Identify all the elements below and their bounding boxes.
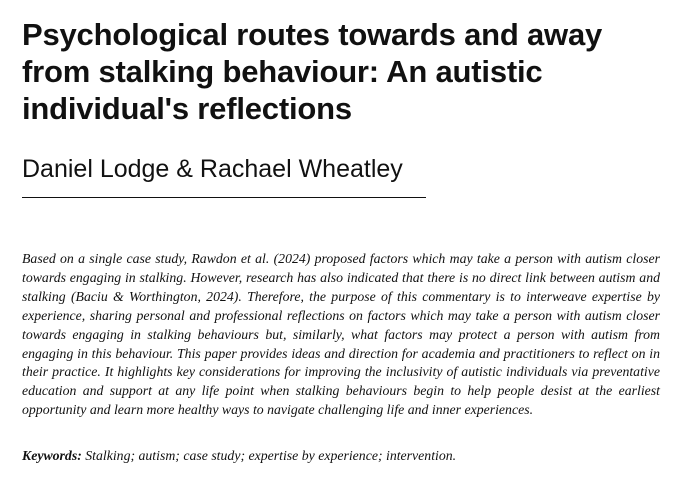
title-divider	[22, 197, 426, 198]
abstract-text: Based on a single case study, Rawdon et al. (2024) proposed factors which may take a person with autism closer towards engaging in stalking. However, research has also indicated that there is no direct link between autism and stalking (Baciu & Worthington, 2024). Therefore, the purpose of this commentary is to interweave expertise by experience, sharing personal and professional reflections on factors which may take a person with autism closer towards engaging in stalking behaviours but, similarly, what factors may protect a person with autism from engaging in this behaviour. This paper provides ideas and direction for academia and practitioners to reflect on in their practice. It highlights key considerations for improving the inclusivity of autistic individuals via preventative education and support at any life point when stalking behaviours begin to help people desist at the earliest opportunity and learn more healthy ways to navigate challenging life and inner experiences.	[22, 251, 660, 418]
keywords-label: Keywords:	[22, 448, 82, 463]
author-list: Daniel Lodge & Rachael Wheatley	[22, 155, 403, 183]
keywords-list: Stalking; autism; case study; expertise by experience; intervention.	[85, 448, 457, 463]
article-title: Psychological routes towards and away from stalking behaviour: An autistic individual's reflections	[22, 17, 603, 126]
keywords-line	[22, 447, 660, 466]
